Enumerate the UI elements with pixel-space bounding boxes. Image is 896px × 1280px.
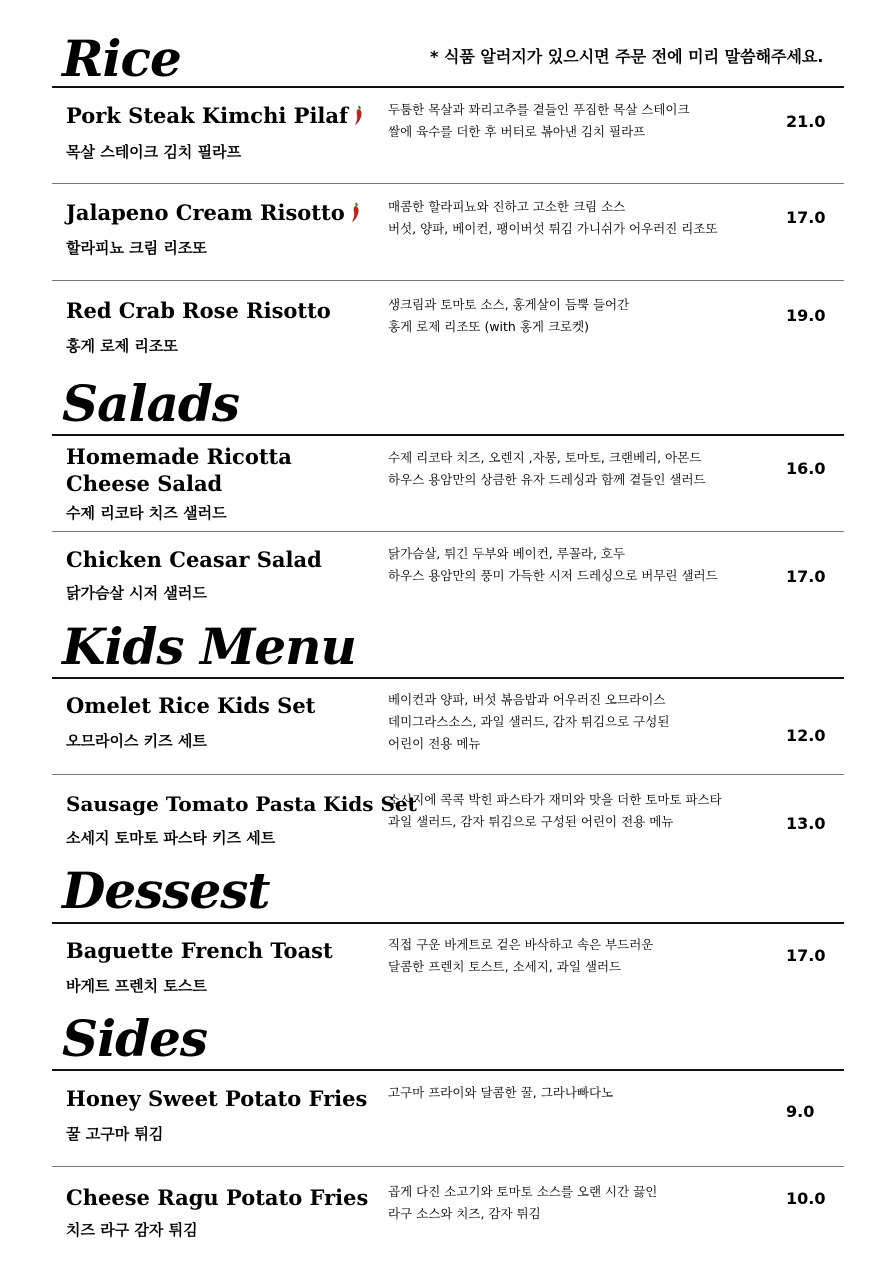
item-description: 생크림과 토마토 소스, 홍게살이 듬뿍 들어간 홍게 로제 리조또 (with 홍게 크로켓) <box>388 297 630 334</box>
item-description: 닭가슴살, 튀긴 두부와 베이컨, 루꼴라, 호두 하우스 용암만의 풍미 가득한 시저 드레싱으로 버무린 샐러드 <box>388 546 718 583</box>
item-price: 12.0 <box>786 726 826 745</box>
item-name-en: Sausage Tomato Pasta Kids Set <box>66 792 417 816</box>
item-name-ko: 닭가슴살 시저 샐러드 <box>66 584 207 602</box>
item-name-ko: 수제 리코타 치즈 샐러드 <box>66 504 227 522</box>
allergy-note: * 식품 알러지가 있으시면 주문 전에 미리 말씀해주세요. <box>430 47 824 66</box>
item-description: 고구마 프라이와 달콤한 꿀, 그라나빠다노 <box>388 1085 614 1100</box>
item-divider <box>52 531 844 532</box>
item-divider <box>52 183 844 184</box>
item-name-en: Cheese Ragu Potato Fries <box>66 1185 369 1210</box>
item-name-en: Jalapeno Cream Risotto <box>66 199 361 229</box>
chili-pepper-icon <box>354 104 364 132</box>
item-divider <box>52 1166 844 1167</box>
item-name-ko: 소세지 토마토 파스타 키즈 세트 <box>66 829 276 847</box>
item-name-ko: 꿀 고구마 튀김 <box>66 1125 164 1143</box>
item-name-ko: 오므라이스 키즈 세트 <box>66 732 207 750</box>
item-price: 10.0 <box>786 1189 826 1208</box>
item-divider <box>52 774 844 775</box>
item-price: 17.0 <box>786 946 826 965</box>
item-description: 매콤한 할라피뇨와 진하고 고소한 크림 소스 버섯, 양파, 베이컨, 팽이버섯 튀김 가니쉬가 어우러진 리조또 <box>388 199 718 236</box>
item-price: 13.0 <box>786 814 826 833</box>
section-divider <box>52 922 844 924</box>
item-description: 직접 구운 바게트로 겉은 바삭하고 속은 부드러운 달콤한 프렌치 토스트, 소세지, 과일 샐러드 <box>388 937 654 974</box>
section-title-dessert: Dessest <box>62 861 270 920</box>
item-name-en: Homemade Ricotta Cheese Salad <box>66 444 292 496</box>
section-divider <box>52 86 844 88</box>
item-price: 17.0 <box>786 567 826 586</box>
item-name-ko: 치즈 라구 감자 튀김 <box>66 1221 198 1239</box>
section-title-kids-menu: Kids Menu <box>62 617 356 676</box>
item-price: 17.0 <box>786 208 826 227</box>
section-divider <box>52 1069 844 1071</box>
item-name-en: Chicken Ceasar Salad <box>66 547 322 572</box>
item-divider <box>52 280 844 281</box>
section-title-rice: Rice <box>62 29 181 88</box>
item-name-en: Baguette French Toast <box>66 938 333 963</box>
item-name-en: Omelet Rice Kids Set <box>66 693 316 718</box>
item-description: 수제 리코타 치즈, 오렌지 ,자몽, 토마토, 크랜베리, 아몬드 하우스 용암만의 상큼한 유자 드레싱과 함께 곁들인 샐러드 <box>388 450 706 487</box>
item-name-en: Pork Steak Kimchi Pilaf <box>66 102 364 132</box>
item-name-ko: 할라피뇨 크림 리조또 <box>66 239 207 257</box>
item-name-en: Honey Sweet Potato Fries <box>66 1086 368 1111</box>
item-description: 소시지에 콕콕 박힌 파스타가 재미와 맛을 더한 토마토 파스타 과일 샐러드, 감자 튀김으로 구성된 어린이 전용 메뉴 <box>388 792 722 829</box>
item-price: 16.0 <box>786 459 826 478</box>
section-divider <box>52 434 844 436</box>
chili-pepper-icon <box>351 201 361 229</box>
item-price: 19.0 <box>786 306 826 325</box>
item-name-ko: 홍게 로제 리조또 <box>66 337 178 355</box>
section-title-sides: Sides <box>62 1009 208 1068</box>
item-name-ko: 바게트 프렌치 토스트 <box>66 977 207 995</box>
item-description: 곱게 다진 소고기와 토마토 소스를 오랜 시간 끓인 라구 소스와 치즈, 감자 튀김 <box>388 1184 658 1221</box>
item-name-ko: 목살 스테이크 김치 필라프 <box>66 143 242 161</box>
section-title-salads: Salads <box>62 374 240 433</box>
item-description: 베이컨과 양파, 버섯 볶음밥과 어우러진 오므라이스 데미그라스소스, 과일 샐러드, 감자 튀김으로 구성된 어린이 전용 메뉴 <box>388 692 670 751</box>
section-divider <box>52 677 844 679</box>
item-price: 9.0 <box>786 1102 815 1121</box>
item-price: 21.0 <box>786 112 826 131</box>
item-name-en: Red Crab Rose Risotto <box>66 298 331 323</box>
item-description: 두툼한 목살과 꽈리고추를 곁들인 푸짐한 목살 스테이크 쌀에 육수를 더한 후 버터로 볶아낸 김치 필라프 <box>388 102 690 139</box>
